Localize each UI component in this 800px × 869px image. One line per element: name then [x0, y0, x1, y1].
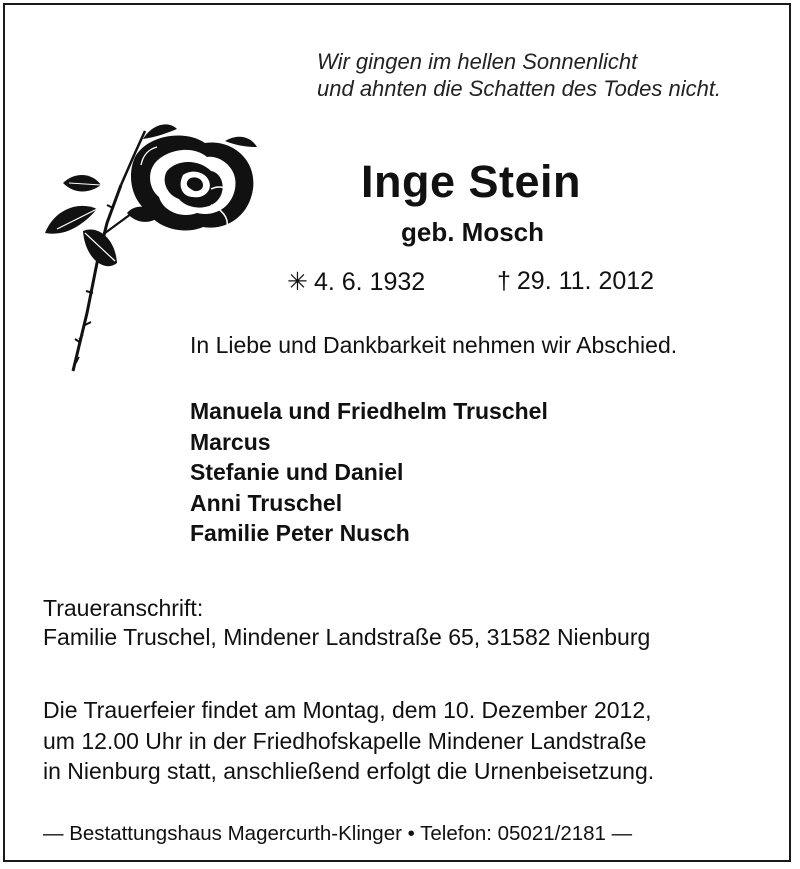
mourners-list — [190, 396, 548, 549]
quote-line-2: und ahnten die Schatten des Todes nicht. — [317, 76, 722, 101]
funeral-home-footer: — Bestattungshaus Magercurth-Klinger • Telefon: 05021/2181 — — [43, 822, 633, 845]
death-cross-icon: † — [497, 267, 511, 295]
obituary-frame — [3, 3, 791, 862]
ceremony-line-3: in Nienburg statt, anschließend erfolgt die Urnenbeisetzung. — [43, 758, 655, 784]
ceremony-line-1: Die Trauerfeier findet am Montag, dem 10. Dezember 2012, — [43, 697, 652, 723]
address-value: Familie Truschel, Mindener Landstraße 65, 31582 Nienburg — [43, 624, 651, 650]
mourner: Manuela und Friedhelm Truschel — [190, 398, 548, 424]
quote-line-1: Wir gingen im hellen Sonnenlicht — [317, 49, 638, 74]
mourner: Stefanie und Daniel — [190, 459, 404, 485]
birth-date-value: 4. 6. 1932 — [313, 268, 426, 296]
death-date-value: 29. 11. 2012 — [516, 267, 655, 295]
birth-date — [287, 267, 425, 297]
maiden-name: geb. Mosch — [401, 217, 545, 247]
quote — [317, 48, 721, 102]
ceremony-line-2: um 12.00 Uhr in der Friedhofskapelle Mindener Landstraße — [43, 727, 647, 754]
address-label: Traueranschrift: — [43, 595, 204, 621]
death-date — [497, 267, 654, 296]
mourner: Marcus — [190, 428, 271, 455]
ceremony-text — [43, 695, 654, 787]
mourner: Anni Truschel — [190, 489, 343, 516]
birth-star-icon: ✳ — [287, 268, 308, 296]
mourner: Familie Peter Nusch — [190, 520, 410, 546]
deceased-name: Inge Stein — [361, 156, 582, 207]
farewell-text: In Liebe und Dankbarkeit nehmen wir Abschied. — [190, 332, 678, 358]
